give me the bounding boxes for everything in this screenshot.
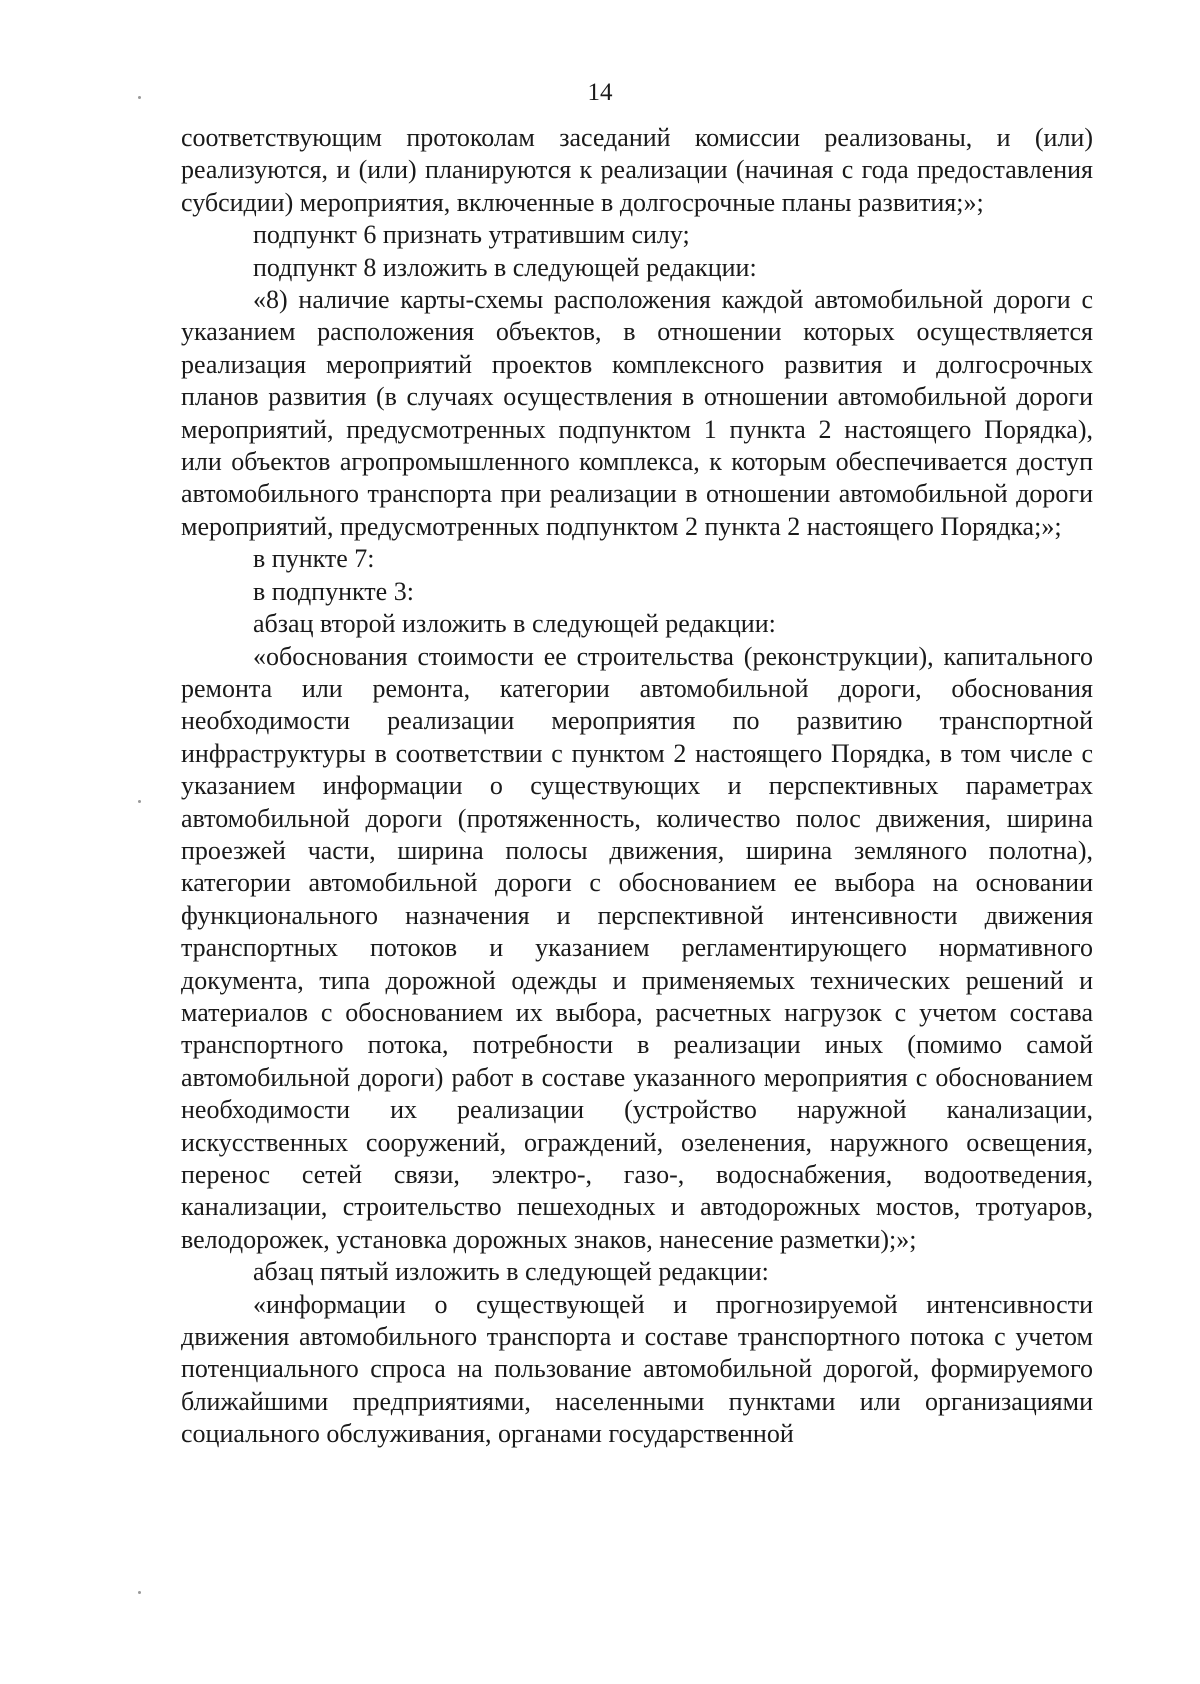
paragraph-fifth-intro: абзац пятый изложить в следующей редакции: xyxy=(253,1257,769,1287)
paragraph-subpoint-3: в подпункте 3: xyxy=(253,576,414,606)
scan-speck xyxy=(138,800,141,803)
paragraph-point-7: в пункте 7: xyxy=(253,544,375,574)
paragraph-fifth-text: «информации о существующей и прогнозируемой интенсивности движения автомобильного транспорта и составе транспортного потока с учетом потенциального спроса на пользование автомобильной дорогой, формируемого ближайшими предприятиями, населенными пунктами или организациями социального обслуживания, органами государственной xyxy=(181,1289,1093,1449)
paragraph-continuation: соответствующим протоколам заседаний комиссии реализованы, и (или) реализуются, и (или) планируются к реализации (начиная с года предоставления субсидии) мероприятия, включенные в долгосрочные планы развития;»; xyxy=(181,123,1093,217)
page-number: 14 xyxy=(587,79,613,106)
paragraph-second-intro: абзац второй изложить в следующей редакции: xyxy=(253,609,776,639)
paragraph-subpoint-6: подпункт 6 признать утратившим силу; xyxy=(253,220,690,250)
paragraph-subpoint-8-text: «8) наличие карты-схемы расположения каждой автомобильной дороги с указанием расположения объектов, в отношении которых осуществляется реализация мероприятий проектов комплексного развития и долгосрочных планов развития (в случаях осуществления в отношении автомобильной дороги мероприятий, предусмотренных подпунктом 1 пункта 2 настоящего Порядка), или объектов агропромышленного комплекса, к которым обеспечивается доступ автомобильного транспорта при реализации в отношении автомобильной дороги мероприятий, предусмотренных подпунктом 2 пункта 2 настоящего Порядка;»; xyxy=(181,285,1093,541)
scan-speck xyxy=(138,1591,141,1594)
paragraph-subpoint-8-intro: подпункт 8 изложить в следующей редакции: xyxy=(253,252,757,282)
scan-speck xyxy=(138,96,141,99)
document-body xyxy=(181,122,1093,1451)
paragraph-second-text: «обоснования стоимости ее строительства (реконструкции), капитального ремонта или ремонта, категории автомобильной дороги, обоснования необходимости реализации мероприятия по развитию транспортной инфраструктуры в соответствии с пунктом 2 настоящего Порядка, в том числе с указанием информации о существующих и перспективных параметрах автомобильной дороги (протяженность, количество полос движения, ширина проезжей части, ширина полосы движения, ширина земляного полотна), категории автомобильной дороги с обоснованием ее выбора на основании функционального назначения и перспективной интенсивности движения транспортных потоков и указанием регламентирующего нормативного документа, типа дорожной одежды и применяемых технических решений и материалов с обоснованием их выбора, расчетных нагрузок с учетом состава транспортного потока, потребности в реализации иных (помимо самой автомобильной дороги) работ в составе указанного мероприятия с обоснованием необходимости их реализации (устройство наружной канализации, искусственных сооружений, ограждений, озеленения, наружного освещения, перенос сетей связи, электро-, газо-, водоснабжения, водоотведения, канализации, строительство пешеходных и автодорожных мостов, тротуаров, велодорожек, установка дорожных знаков, нанесение разметки);»; xyxy=(181,641,1093,1254)
